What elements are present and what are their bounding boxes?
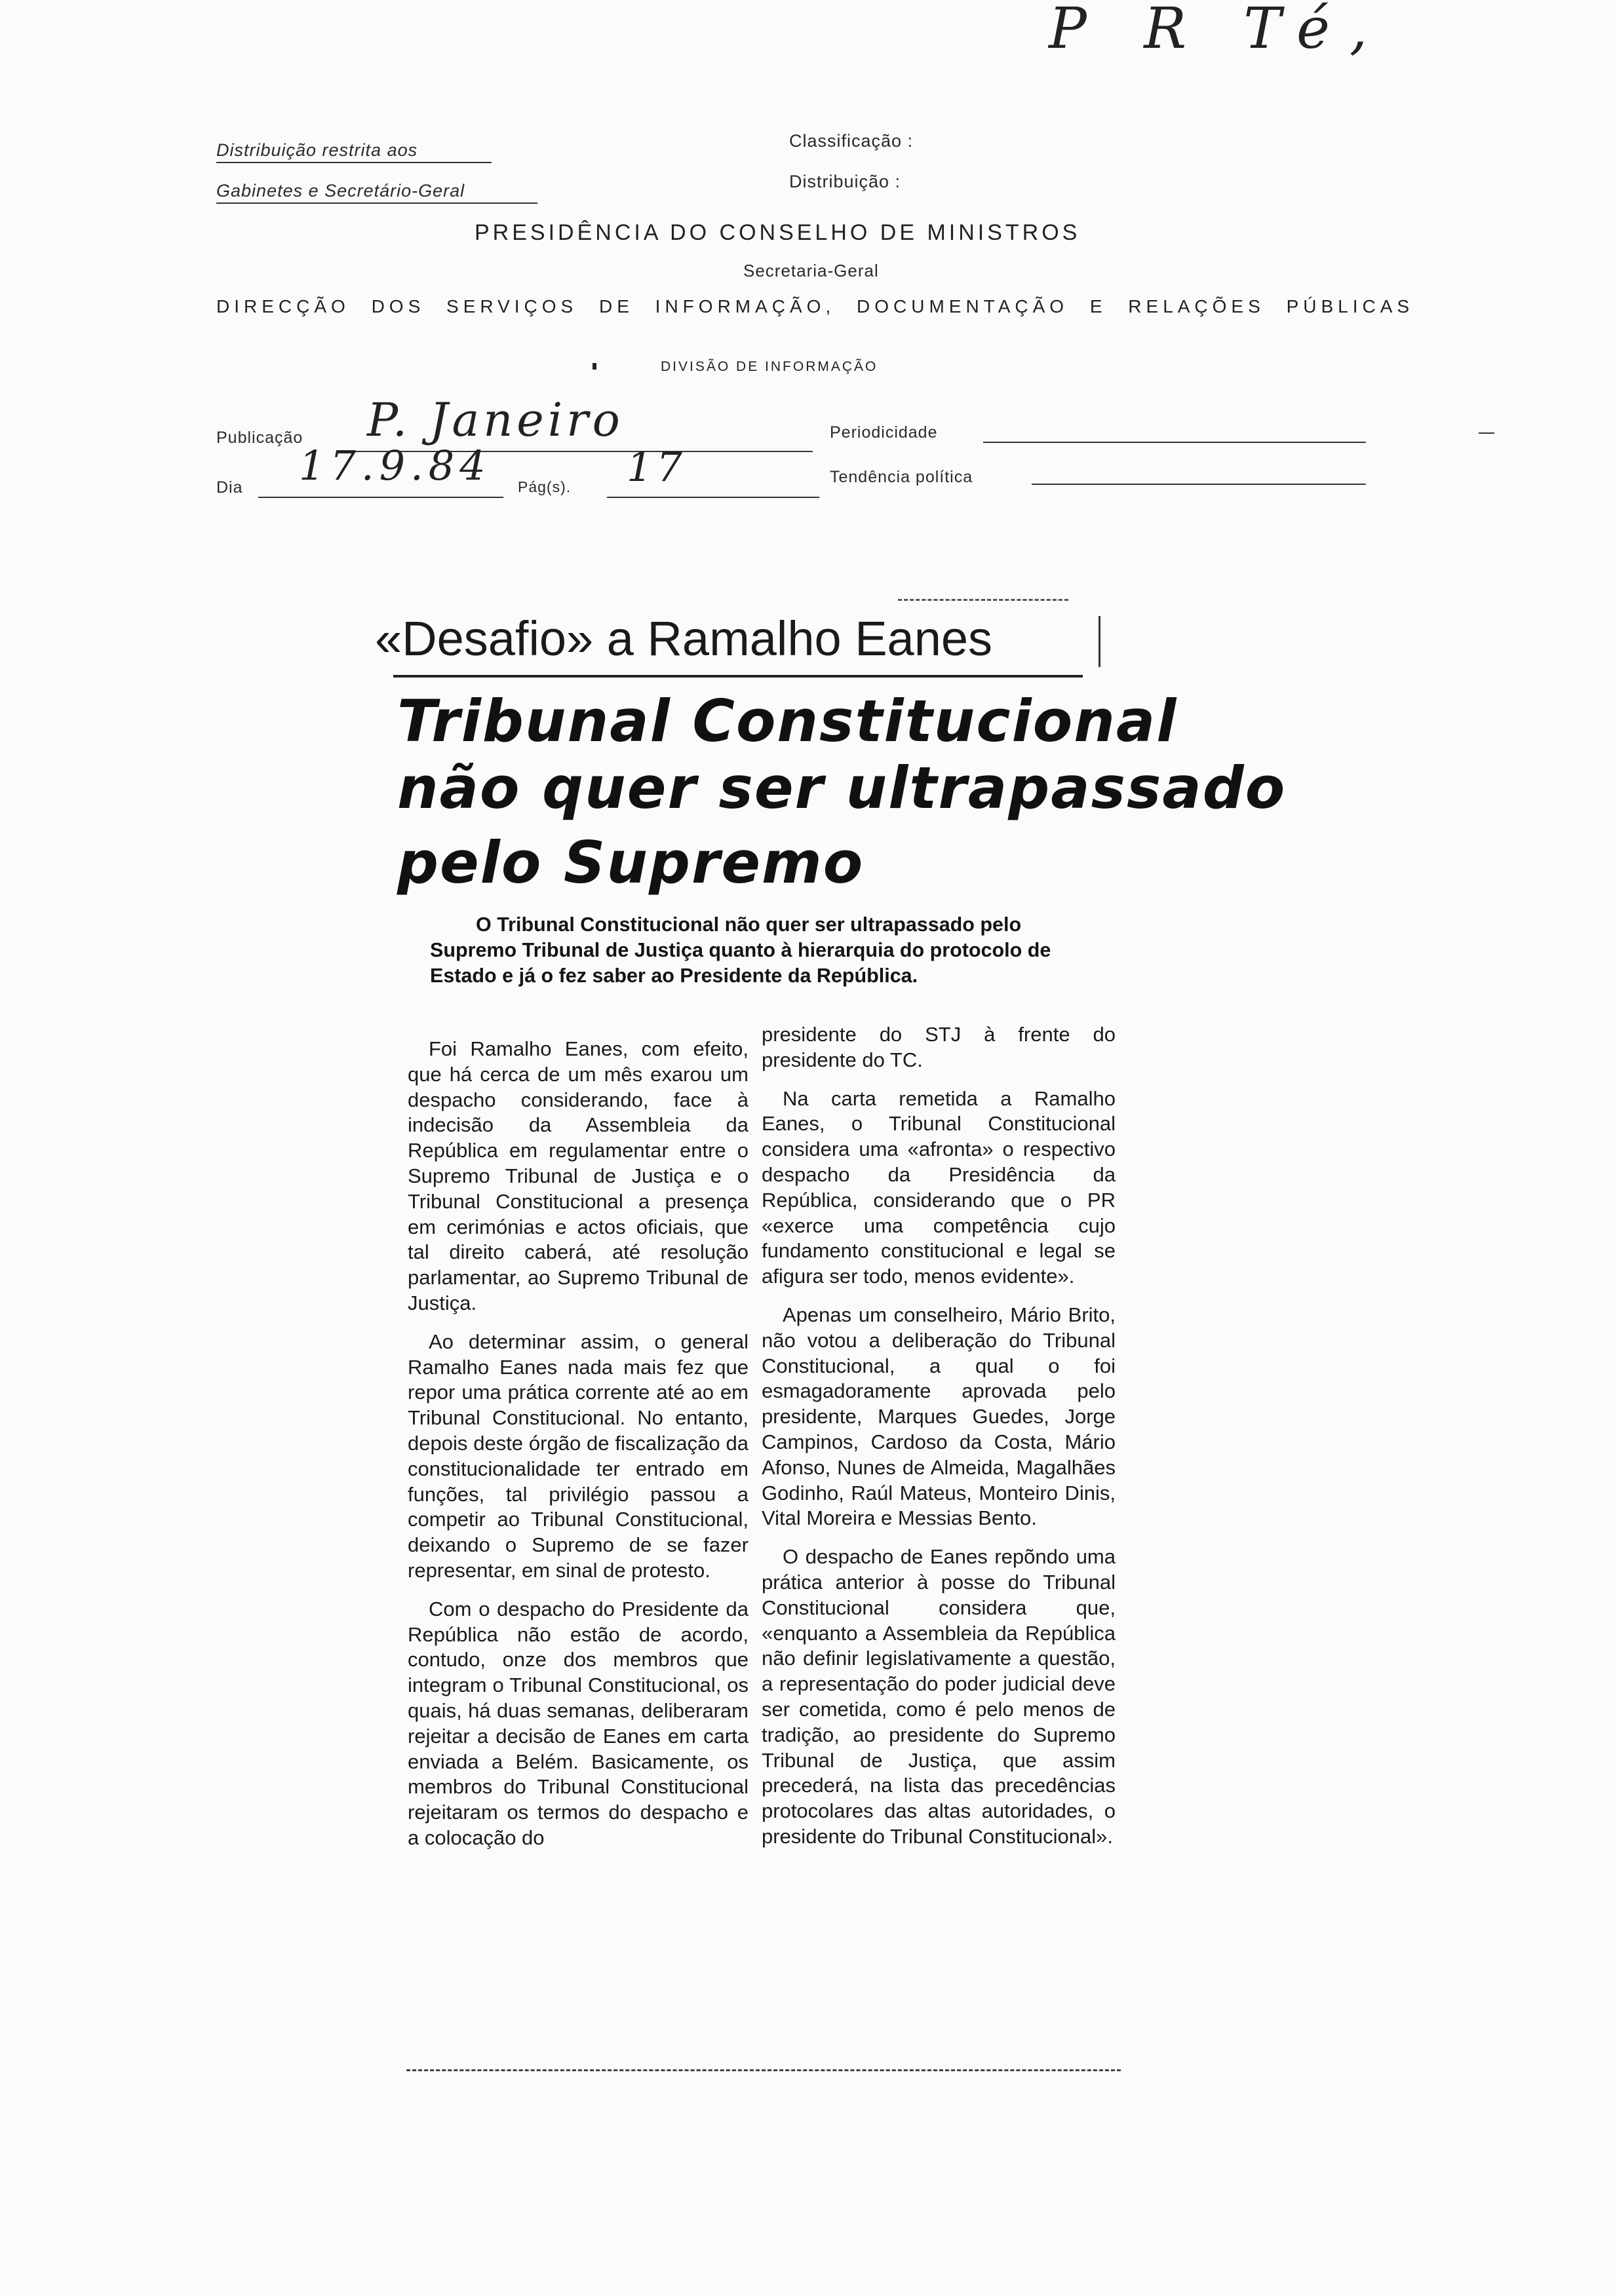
- institution-title: PRESIDÊNCIA DO CONSELHO DE MINISTROS: [475, 220, 1081, 245]
- column-1-paragraph-3: Com o despacho do Presidente da República não estão de acordo, contudo, onze dos membros que integram o Tribunal Constitucional, os quais, há duas semanas, deliberaram rejeitar a decisão de Eanes em carta enviada a Belém. Basicamente, os membros do Tribunal Constitucional rejeitaram os termos do despacho e a colocação do: [408, 1597, 749, 1849]
- headline-line-2: não quer ser ultrapassado: [397, 754, 1287, 822]
- column-1-paragraph-2: Ao determinar assim, o general Ramalho Eanes nada mais fez que repor uma prática corrente até ao em Tribunal Constitucional. No entanto, depois deste órgão de fiscalização da constitucionalidade ter entrado em funções, tal privilégio passou a competir ao Tribunal Constitucional, deixando o Supremo de se fazer representar, em sinal de protesto.: [408, 1330, 749, 1582]
- article-kicker: «Desafio» a Ramalho Eanes: [375, 611, 993, 666]
- distribution-note-line1: Distribuição restrita aos: [216, 140, 492, 163]
- column-2-paragraph-2: Na carta remetida a Ramalho Eanes, o Tribunal Constitucional considera uma «afronta» o respectivo despacho da Presidência da República, considerando que o PR «exerce uma competência cujo fundamento constitucional e legal se afigura ser todo, menos evidente».: [762, 1086, 1116, 1288]
- pags-value: 17: [627, 443, 686, 491]
- pags-label: Pág(s).: [518, 478, 572, 495]
- secretaria-geral: Secretaria-Geral: [743, 261, 879, 280]
- bullet-mark: [593, 363, 596, 370]
- tendencia-label: Tendência política: [830, 468, 973, 486]
- column-2-paragraph-3: Apenas um conselheiro, Mário Brito, não votou a deliberação do Tribunal Constitucional, a qual o foi esmagadoramente aprovada pelo presidente, Marques Guedes, Jorge Campinos, Cardoso da Costa, Mário Afonso, Nunes de Almeida, Magalhães Godinho, Raúl Mateus, Monteiro Dinis, Vital Moreira e Messias Bento.: [762, 1303, 1116, 1530]
- direccao-servicos: DIRECÇÃO DOS SERVIÇOS DE INFORMAÇÃO, DOCUMENTAÇÃO E RELAÇÕES PÚBLICAS: [216, 296, 1414, 316]
- column-1-paragraph-1: Foi Ramalho Eanes, com efeito, que há cerca de um mês exarou um despacho considerando, face à indecisão da Assembleia da República em regulamentar entre o Supremo Tribunal de Justiça e o Tribunal Constitucional a presença em cerimónias e actos oficiais, que tal direito caberá, até resolução parlamentar, ao Supremo Tribunal de Justiça.: [408, 1037, 749, 1314]
- headline-line-3: pelo Supremo: [397, 829, 865, 896]
- margin-tick: [1479, 432, 1494, 434]
- clipping-right-edge: [1099, 616, 1100, 667]
- clipping-top-rule: [898, 599, 1068, 601]
- handwritten-annotation: P R Té,: [1049, 0, 1388, 62]
- article-column-2: [762, 1022, 1116, 1863]
- publicacao-value: P. Janeiro: [367, 393, 624, 447]
- article-lead: O Tribunal Constitucional não quer ser ultrapassado pelo Supremo Tribunal de Justiça quanto à hierarquia do protocolo de Estado e já o fez saber ao Presidente da República.: [430, 913, 1051, 987]
- dia-underline: [258, 497, 503, 498]
- kicker-rule: [393, 675, 1083, 678]
- publicacao-label: Publicação: [216, 429, 303, 447]
- article-column-1: [408, 1037, 749, 1864]
- column-2-paragraph-1: presidente do STJ à frente do presidente do TC.: [762, 1023, 1116, 1071]
- dia-value: 17.9.84: [299, 442, 491, 489]
- distribuicao-label: Distribuição :: [789, 172, 901, 191]
- headline-line-1: Tribunal Constitucional: [397, 687, 1178, 755]
- pags-underline: [607, 497, 819, 498]
- periodicidade-label: Periodicidade: [830, 423, 938, 442]
- distribution-note-line2: Gabinetes e Secretário-Geral: [216, 181, 537, 204]
- classificacao-label: Classificação :: [789, 131, 914, 151]
- periodicidade-underline: [983, 442, 1366, 443]
- tendencia-underline: [1032, 484, 1366, 485]
- divisao-informacao: DIVISÃO DE INFORMAÇÃO: [661, 359, 878, 374]
- dia-label: Dia: [216, 478, 243, 497]
- clipping-bottom-rule: [406, 2069, 1121, 2071]
- column-2-paragraph-4: O despacho de Eanes repõndo uma prática anterior à posse do Tribunal Constitucional considera que, «enquanto a Assembleia da República não definir legislativamente a questão, a representação do poder judicial deve ser cometida, como é pelo menos de tradição, ao presidente do Supremo Tribunal de Justiça, que assim precederá, na lista das precedências protocolares das altas autoridades, o presidente do Tribunal Constitucional».: [762, 1545, 1116, 1848]
